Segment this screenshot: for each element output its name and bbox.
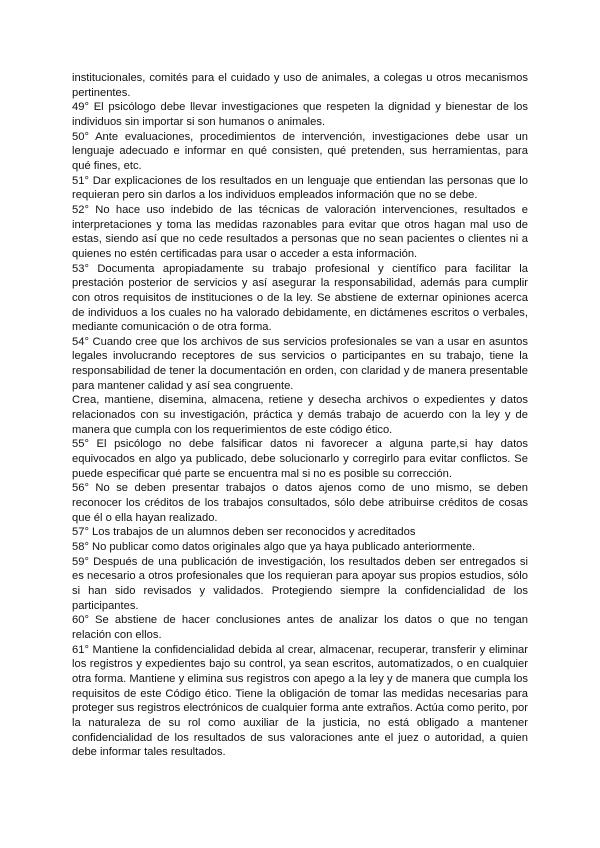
article-49: 49° El psicólogo debe llevar investigaciones que respeten la dignidad y bienestar de los individuos sin importar si son humanos o animales.: [72, 101, 528, 128]
article-52: 52° No hace uso indebido de las técnicas de valoración intervenciones, resultados e interpretaciones y toma las medidas razonables para evitar que otros hagan mal uso de estas, siendo así que no cede resultados a personas que no sean pacientes o clientes ni a quienes no estén certificadas para usar o acceder a esta información.: [72, 203, 528, 260]
article-61: 61° Mantiene la confidencialidad debida al crear, almacenar, recuperar, transferir y eliminar los registros y expedientes bajo su control, ya sean escritos, automatizados, o en cualquier otra forma. Mantiene y elimina sus registros con apego a la ley y de manera que cumpla los requisitos de este Código ético. Tiene la obligación de tomar las medidas necesarias para proteger sus registros electrónicos de cualquier forma ante extraños. Actúa como perito, por la naturaleza de su rol como auxiliar de la justicia, no está obligado a mantener confidencialidad de los resultados de sus valoraciones ante el juez o autoridad, a quien debe informar tales resultados.: [72, 643, 528, 759]
article-55: 55° El psicólogo no debe falsificar datos ni favorecer a alguna parte,si hay datos equivocados en algo ya publicado, debe solucionarlo y corregirlo para evitar conflictos. Se puede especificar qué parte se encuentra mal si no es posible su corrección.: [72, 438, 528, 480]
article-54: 54° Cuando cree que los archivos de sus servicios profesionales se van a usar en asuntos legales involucrando receptores de sus servicios o participantes en su trabajo, tiene la responsabilidad de tener la documentación en orden, con claridad y de manera presentable para mantener calidad y así sea congruente.: [72, 335, 528, 392]
article-59: 59° Después de una publicación de investigación, los resultados deben ser entregados si es necesario a otros profesionales que los requieran para apoyar sus propios estudios, sólo si han sido revisados y validados. Protegiendo siempre la confidencialidad de los participantes.: [72, 555, 528, 612]
article-53: 53° Documenta apropiadamente su trabajo profesional y científico para facilitar la prestación posterior de servicios y así asegurar la responsabilidad, además para cumplir con otros requisitos de instituciones o de la ley. Se abstiene de externar opiniones acerca de individuos a los cuales no ha valorado debidamente, en dictámenes escritos o verbales, mediante comunicación o de otra forma.: [72, 262, 528, 334]
paragraph-continuation-48: institucionales, comités para el cuidado y uso de animales, a colegas u otros mecanismos pertinentes.: [72, 72, 528, 99]
article-60: 60° Se abstiene de hacer conclusiones antes de analizar los datos o que no tengan relación con ellos.: [72, 614, 528, 641]
article-54-continuation: Crea, mantiene, disemina, almacena, retiene y desecha archivos o expedientes y datos relacionados con su investigación, práctica y demás trabajo de acuerdo con la ley y de manera que cumpla con los requerimientos de este código ético.: [72, 394, 528, 436]
article-58: 58° No publicar como datos originales algo que ya haya publicado anteriormente.: [72, 541, 476, 553]
article-50: 50° Ante evaluaciones, procedimientos de intervención, investigaciones debe usar un lenguaje adecuado e informar en qué consisten, qué pretenden, sus herramientas, para qué fines, etc.: [72, 130, 528, 172]
article-51: 51° Dar explicaciones de los resultados en un lenguaje que entiendan las personas que lo requieran pero sin darlos a los individuos empleados información que no se debe.: [72, 174, 528, 202]
article-57: 57° Los trabajos de un alumnos deben ser reconocidos y acreditados: [72, 526, 416, 539]
article-56: 56° No se deben presentar trabajos o datos ajenos como de uno mismo, se deben reconocer los créditos de los trabajos consultados, sólo debe atribuirse créditos de cosas que él o ella hayan realizado.: [72, 482, 528, 524]
